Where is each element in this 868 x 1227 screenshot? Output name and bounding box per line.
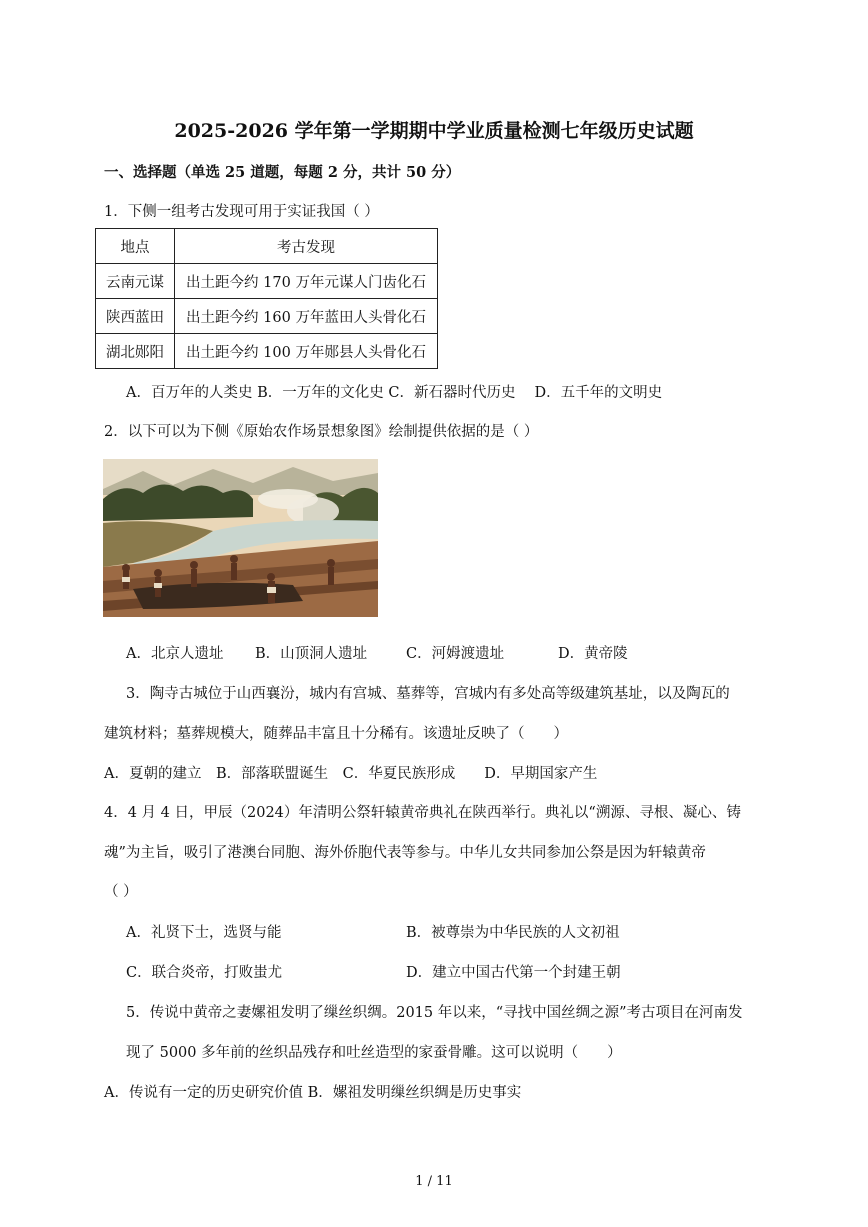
q4-option-a: A．礼贤下士，选贤与能 (126, 925, 282, 941)
q3-line-1: 3．陶寺古城位于山西襄汾，城内有宫城、墓葬等，宫城内有多处高等级建筑基址，以及陶瓦的 (126, 686, 730, 702)
q4-line-3: （ ） (104, 884, 138, 900)
table-cell: 出土距今约 160 万年蓝田人头骨化石 (175, 299, 438, 334)
archaeology-table (95, 228, 438, 369)
q4-option-c: C．联合炎帝，打败蚩尤 (126, 965, 283, 981)
q5-line-2: 现了 5000 多年前的丝织品残存和吐丝造型的家蚕骨雕。这可以说明（ ） (126, 1045, 622, 1061)
q4-option-d: D．建立中国古代第一个封建王朝 (406, 965, 621, 981)
q2-option-c: C．河姆渡遗址 (406, 646, 505, 662)
primitive-farming-illustration (103, 459, 378, 617)
table-row (96, 334, 438, 369)
table-header: 考古发现 (175, 229, 438, 264)
q2-option-a: A．北京人遗址 (126, 646, 224, 662)
q4-option-b: B．被尊崇为中华民族的人文初祖 (406, 925, 620, 941)
table-cell: 出土距今约 100 万年郧县人头骨化石 (175, 334, 438, 369)
q2-stem: 2．以下可以为下侧《原始农作场景想象图》绘制提供依据的是（ ） (104, 424, 539, 440)
q1-options: A．百万年的人类史 B．一万年的文化史 C．新石器时代历史 D．五千年的文明史 (126, 385, 663, 401)
q5-options: A．传说有一定的历史研究价值 B．嫘祖发明缫丝织绸是历史事实 (104, 1085, 522, 1101)
q3-options: A．夏朝的建立 B．部落联盟诞生 C．华夏民族形成 D．早期国家产生 (104, 766, 598, 782)
q4-line-2: 魂”为主旨，吸引了港澳台同胞、海外侨胞代表等参与。中华儿女共同参加公祭是因为轩辕黄帝 (104, 845, 706, 861)
table-header: 地点 (96, 229, 175, 264)
q4-line-1: 4．4 月 4 日，甲辰（2024）年清明公祭轩辕黄帝典礼在陕西举行。典礼以“溯源、寻根、凝心、铸 (104, 805, 741, 821)
q2-option-d: D．黄帝陵 (558, 646, 628, 662)
q2-option-b: B．山顶洞人遗址 (255, 646, 368, 662)
section-heading: 一、选择题（单选 25 道题，每题 2 分，共计 50 分） (104, 164, 461, 181)
table-cell: 湖北郧阳 (96, 334, 175, 369)
q3-line-2: 建筑材料；墓葬规模大，随葬品丰富且十分稀有。该遗址反映了（ ） (104, 726, 568, 742)
page-title: 2025-2026 学年第一学期期中学业质量检测七年级历史试题 (174, 120, 694, 142)
table-row (96, 299, 438, 334)
table-cell: 出土距今约 170 万年元谋人门齿化石 (175, 264, 438, 299)
table-header-row (96, 229, 438, 264)
table-cell: 云南元谋 (96, 264, 175, 299)
table-cell: 陕西蓝田 (96, 299, 175, 334)
q1-stem: 1．下侧一组考古发现可用于实证我国（ ） (104, 204, 379, 220)
page-number: 1 / 11 (415, 1174, 453, 1189)
table-row (96, 264, 438, 299)
q5-line-1: 5．传说中黄帝之妻嫘祖发明了缫丝织绸。2015 年以来，“寻找中国丝绸之源”考古项目在河南发 (126, 1005, 743, 1021)
